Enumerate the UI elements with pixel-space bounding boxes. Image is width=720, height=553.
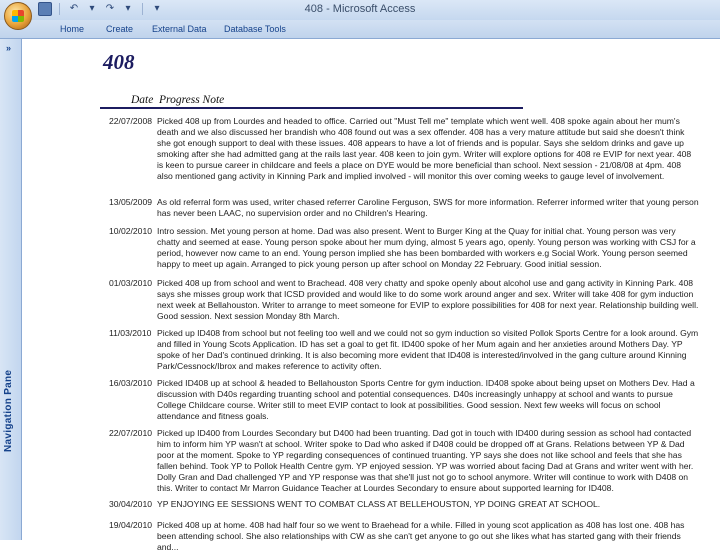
tab-create[interactable]: Create bbox=[106, 24, 134, 34]
header-rule bbox=[100, 107, 523, 109]
row-date: 11/03/2010 bbox=[109, 328, 152, 338]
tab-home[interactable]: Home bbox=[60, 24, 85, 34]
navigation-pane[interactable] bbox=[0, 39, 22, 540]
window-title: 408 - Microsoft Access bbox=[304, 3, 416, 15]
row-note: Picked 408 up from school and went to Brachead. 408 very chatty and spoke openly about alcohol use and gang activity in Kinning Park. 408 says she misses group work that ICSD provided and would like to do some work around anger and sex. Writer will take 408 for gym induction next week at Bellahouston. Writer to arrange to meet someone for EVIP to explore possibilities for 408 for next year. Relationship building well. Good session. Next session Monday 8th March. bbox=[157, 278, 699, 321]
row-date: 16/03/2010 bbox=[109, 378, 153, 388]
row-note: Intro session. Met young person at home. Dad was also present. Went to Burger King at the Quay for initial chat. Young person was very chatty and seemed at ease. Young person spoke about her mum dying, almost 5 years ago, openly. Young person was working with CSJ for a period, however now came to an end. Young person implied she has been bombarded with workers e.g Social Work. Young person seemed happy to meet up again. Arranged to pick young person up after school on Monday 22 February. Good initial session. bbox=[157, 226, 696, 269]
navigation-pane-label[interactable]: Navigation Pane bbox=[3, 369, 14, 452]
report-view bbox=[23, 39, 720, 552]
row-note: Picked 408 up at home. 408 had half four so we went to Braehead for a while. Filled in young scot application as 408 has lost one. 408 has been attending school. She also relationships with CW as she can't get anyone to go out she likes what has started gang with their friends and... bbox=[157, 520, 685, 552]
undo-icon[interactable]: ↶ bbox=[69, 3, 79, 14]
row-date: 19/04/2010 bbox=[109, 520, 153, 530]
title-bar bbox=[0, 0, 720, 20]
row-note: As old referral form was used, writer chased referrer Caroline Ferguson, SWS for more information. Referrer informed writer that young person has never been LAAC, no supervision order and no Children's Hearing. bbox=[157, 197, 699, 218]
tab-external-data[interactable]: External Data bbox=[152, 24, 207, 34]
ribbon-tab-bar bbox=[0, 20, 720, 39]
office-logo-icon bbox=[12, 10, 24, 22]
office-button[interactable] bbox=[4, 2, 32, 30]
customize-icon[interactable]: ▾ bbox=[154, 3, 160, 14]
report-title: 408 bbox=[103, 50, 135, 74]
row-date: 22/07/2010 bbox=[109, 428, 153, 438]
row-note: Picked up ID408 from school but not feeling too well and we could not so gym induction so visited Pollok Sports Centre for a look around. Gym and filled in Young Scots Application. ID has set a goal to get fit. ID400 spoke of her Mum again and her anxieties around Mothers Day. YP spoke of her Dad's continued drinking. It is also becoming more evident that ID408 is interested/involved in the gang culture around Kinning Park/Cessnock/Ibrox and makes reference to activity often. bbox=[157, 328, 699, 371]
redo-dropdown-icon[interactable]: ▾ bbox=[125, 3, 131, 14]
undo-dropdown-icon[interactable]: ▾ bbox=[89, 3, 95, 14]
expand-chevron-icon[interactable]: » bbox=[6, 43, 12, 53]
column-header-progress-note: Progress Note bbox=[159, 94, 225, 106]
row-note: Picked 408 up from Lourdes and headed to office. Carried out "Must Tell me" template which went well. 408 spoke again about her mum's death and we also discussed her brandish who 408 found out was a sex offender. 408 has a very mature attitude but said she doesn't think she got enough support to deal with these issues. 408 appears to have a lot of friends and is popular. Says she seldom drinks and gave up smoking after she had admitted gang at the rails last year. 408 keen to join gym. Writer will explore options for 408 re EVIP for next year. 408 is keen to pursue career in childcare and feels a place on DYE would be more beneficial than school. Next session - 21/08/08 at 4pm. 408 also mentioned gang activity in Kinning Park and implied involved - will monitor this over coming weeks to gauge level of involvement. bbox=[157, 116, 692, 181]
row-note: Picked up ID400 from Lourdes Secondary but D400 had been truanting. Dad got in touch with ID400 during session as school had contacted him to inform him YP wasn't at school. Writer spoke to Dad who asked if D408 could be dropped off at Grans. Relations between YP & Dad poor at the moment. Spoke to YP regarding consequences of continued truanting. YP says she does not like school and feels that she has fallen behind. Took YP to Pollok Health Centre gym. YP enjoyed session. YP was worried about facing Dad at Grans and writer went with her. Dolly Gran and Dad challenged YP and YP response was that she'll just not go to school anymore. Writer will continue to work with D408 on this. Writer to contact Mr Marron Guidance Teacher at Lourdes Secondary to ensure about supported learning for ID408. bbox=[157, 428, 694, 493]
row-date: 10/02/2010 bbox=[109, 226, 153, 236]
row-date: 22/07/2008 bbox=[109, 116, 153, 126]
row-note: YP ENJOYING EE SESSIONS WENT TO COMBAT CLASS AT BELLEHOUSTON, YP DOING GREAT AT SCHOOL. bbox=[157, 499, 601, 509]
row-date: 13/05/2009 bbox=[109, 197, 153, 207]
row-date: 30/04/2010 bbox=[109, 499, 153, 509]
column-header-date: Date bbox=[131, 94, 154, 106]
tab-database-tools[interactable]: Database Tools bbox=[224, 24, 286, 34]
redo-icon[interactable]: ↷ bbox=[105, 3, 115, 14]
row-date: 01/03/2010 bbox=[109, 278, 153, 288]
row-note: Picked ID408 up at school & headed to Bellahouston Sports Centre for gym induction. ID408 spoke about being upset on Mothers Dev. Had a discussion with D40s regarding truanting school and potential consequences. D40s increasingly unhappy at school and wants to pursue College Childcare course. Writer still to meet EVIP contact to look at possibilities. Good session. Next few weeks will focus on school attendance and fitness goals. bbox=[157, 378, 695, 421]
